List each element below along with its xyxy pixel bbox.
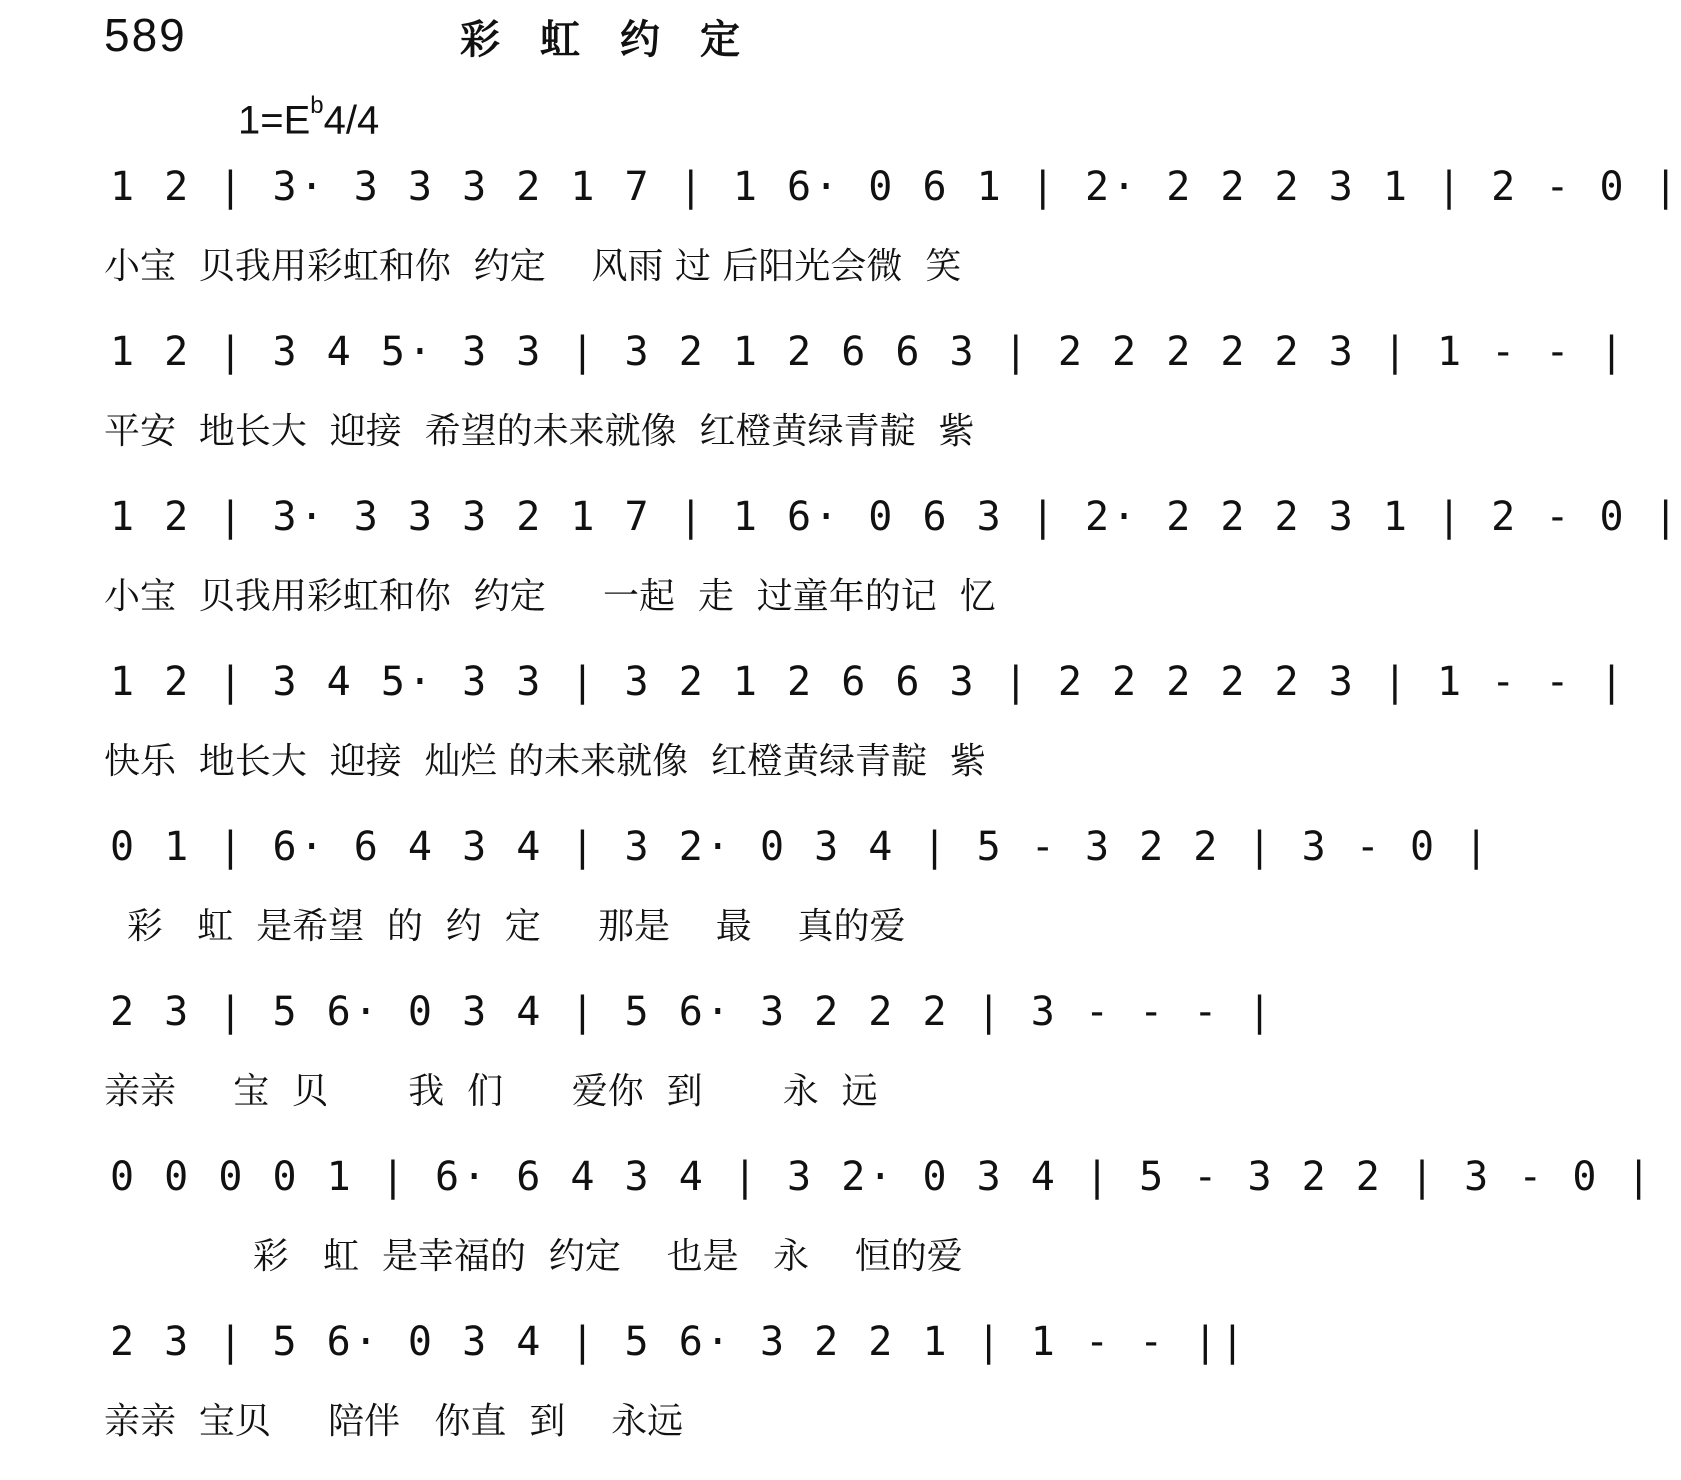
- system-6: [0, 975, 1280, 1140]
- system-5: [0, 810, 1492, 975]
- notes-line: 1 2 | 3· 3 3 3 2 1 7 | 1 6· 0 6 3 | 2· 2 2 2 3 1 | 2 - 0 |: [110, 494, 1681, 540]
- system-1: [0, 150, 1681, 315]
- notes-line: 0 1 | 6· 6 4 3 4 | 3 2· 0 3 4 | 5 - 3 2 2 | 3 - 0 |: [110, 824, 1492, 870]
- system-3: [0, 480, 1681, 645]
- notes-line: 2 3 | 5 6· 0 3 4 | 5 6· 3 2 2 2 | 3 - - - |: [110, 989, 1275, 1035]
- notes-line: 1 2 | 3· 3 3 3 2 1 7 | 1 6· 0 6 1 | 2· 2 2 2 3 1 | 2 - 0 |: [110, 164, 1681, 210]
- lyrics-line: 小宝 贝我用彩虹和你 约定 一起 走 过童年的记 忆: [104, 576, 996, 617]
- system-2: [0, 315, 1627, 480]
- lyrics-line: 亲亲 宝贝 陪伴 你直 到 永远: [104, 1401, 684, 1442]
- notes-line: 1 2 | 3 4 5· 3 3 | 3 2 1 2 6 6 3 | 2 2 2 2 2 3 | 1 - - |: [110, 659, 1627, 705]
- lyrics-line: 平安 地长大 迎接 希望的未来就像 红橙黄绿青靛 紫: [104, 411, 975, 452]
- system-7: [0, 1140, 1654, 1305]
- lyrics-line: 亲亲 宝 贝 我 们 爱你 到 永 远: [104, 1071, 878, 1112]
- lyrics-line: 小宝 贝我用彩虹和你 约定 风雨 过 后阳光会微 笑: [104, 246, 962, 287]
- notes-line: 1 2 | 3 4 5· 3 3 | 3 2 1 2 6 6 3 | 2 2 2 2 2 3 | 1 - - |: [110, 329, 1627, 375]
- system-4: [0, 645, 1627, 810]
- meter-text: 4/4: [323, 98, 380, 143]
- system-8: [0, 1305, 1280, 1470]
- key-text: 1=E: [238, 98, 311, 143]
- flat-sign: b: [310, 92, 324, 119]
- lyrics-line: 彩 虹 是希望 的 约 定 那是 最 真的爱: [104, 906, 906, 947]
- song-title: 彩虹约定: [460, 17, 780, 63]
- key-signature: [238, 92, 380, 143]
- score: [0, 150, 1681, 1470]
- lyrics-line: 彩 虹 是幸福的 约定 也是 永 恒的爱: [104, 1236, 963, 1277]
- notes-line: 2 3 | 5 6· 0 3 4 | 5 6· 3 2 2 1 | 1 - - ||: [110, 1319, 1248, 1365]
- page-number: 589: [104, 9, 187, 61]
- lyrics-line: 快乐 地长大 迎接 灿烂 的未来就像 红橙黄绿青靛 紫: [104, 741, 986, 782]
- notes-line: 0 0 0 0 1 | 6· 6 4 3 4 | 3 2· 0 3 4 | 5 - 3 2 2 | 3 - 0 |: [110, 1154, 1654, 1200]
